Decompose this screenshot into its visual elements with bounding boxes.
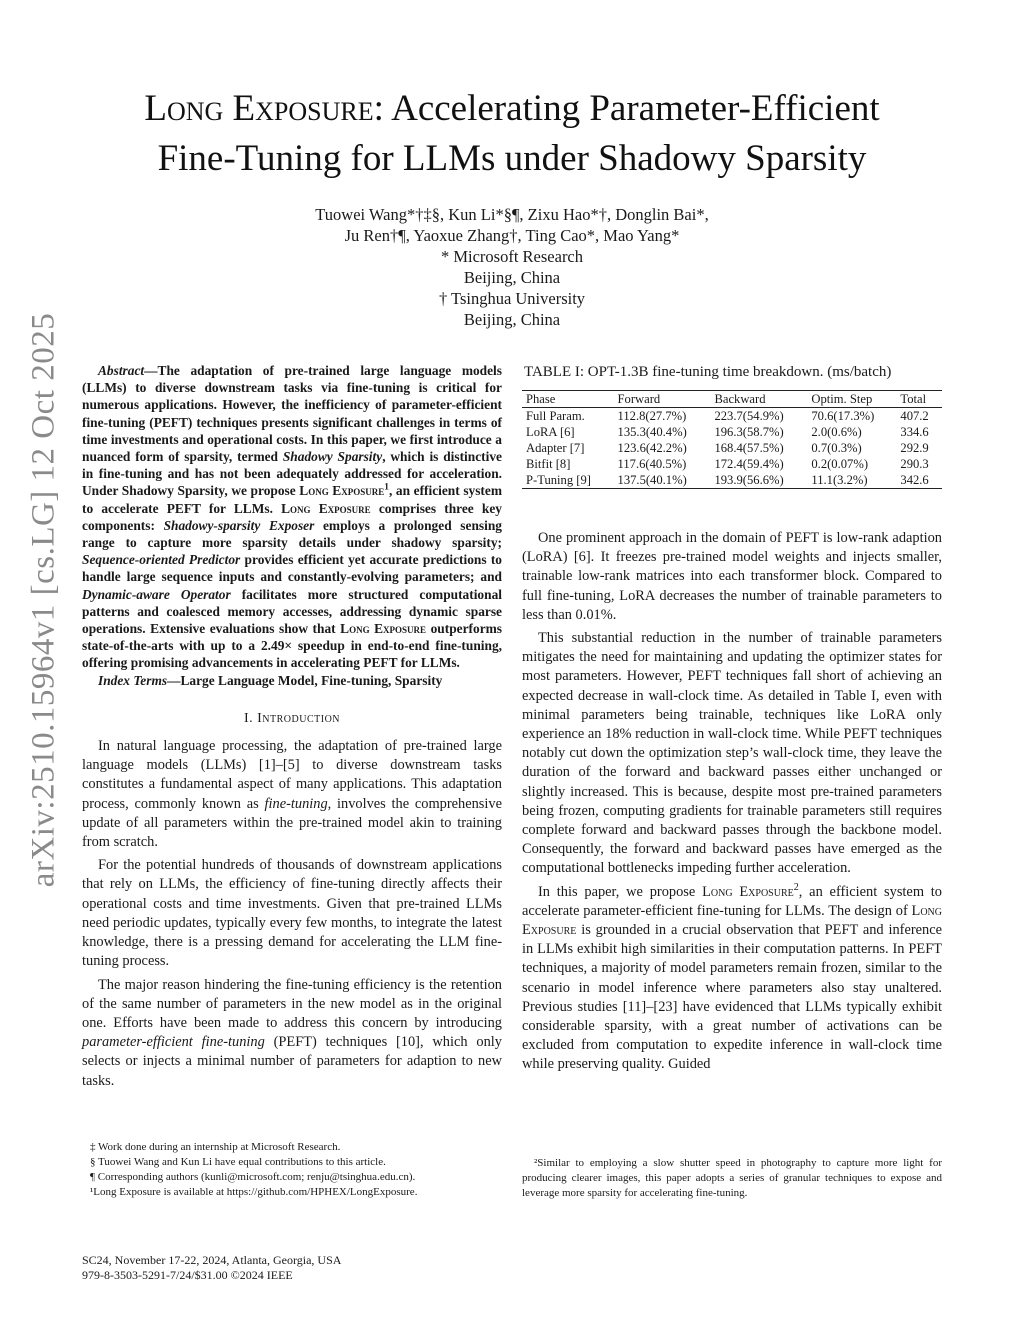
abstract-text-5: employs a prolonged sensing range to capture more sparsity details under shadowy sparsity; xyxy=(82,517,502,551)
right-paragraph-2: This substantial reduction in the number of trainable parameters mitigates the need for maintaining and updating the optimizer states for most parameters. However, PEFT techniques fall short of achieving an expected decrease in wall-clock time. As detailed in Table I, even with minimal parameters being trainable, techniques like LoRA only experience an 18% reduction in wall-clock time. While PEFT techniques notably cut down the optimization step’s wall-clock time, they leave the duration of the forward and backward passes either unchanged or slightly increased. This is because, despite most pre-trained parameters being frozen, computing gradients for trainable parameters still requires complete forward and backward passes through the backbone model. Consequently, the forward and backward passes have emerged as the computational bottlenecks impeding further acceleration. xyxy=(522,630,942,877)
arxiv-stamp-text: arXiv:2510.15964v1 [cs.LG] 12 Oct 2025 xyxy=(25,312,62,888)
table-cell: 117.6(40.5%) xyxy=(617,457,687,471)
affiliation-1: * Microsoft Research xyxy=(440,247,584,266)
abstract-text-6: provides efficient yet accurate predictions to handle large sequence inputs and constantly-evolving parameters; and xyxy=(82,552,502,585)
table-header-cell: Total xyxy=(900,392,927,406)
right-body-text xyxy=(522,529,942,1075)
index-terms: Index Terms—Large Language Model, Fine-tuning, Sparsity xyxy=(98,672,443,688)
right-p3-system-name-2: Long Exposure xyxy=(522,902,942,939)
abstract-text-3: , an efficient system to accelerate PEFT for LLMs. xyxy=(82,483,502,516)
right-paragraph-3 xyxy=(522,883,942,1075)
arxiv-stamp xyxy=(14,210,74,990)
footnote-corresponding: ¶ Corresponding authors (kunli@microsoft.com; renju@tsinghua.edu.cn). xyxy=(90,1171,416,1183)
table-cell: Bitfit [8] xyxy=(526,457,571,471)
footnote-availability: ¹Long Exposure is available at https://github.com/HPHEX/LongExposure. xyxy=(90,1186,418,1198)
table-cell: 292.9 xyxy=(900,441,929,455)
abstract: Abstract—The adaptation of pre-trained large language models (LLMs) to diverse downstream tasks via fine-tuning is critical for numerous applications. However, the inefficiency of parameter-efficient fine-tuning (PEFT) techniques presents significant challenges in terms of time investments and operational costs. In this paper, we first introduce a nuanced form of sparsity, termed Shadowy Sparsity, which is distinctive in fine-tuning and has not been adequately addressed for acceleration. Under Shadowy Sparsity, we propose Long Exposure$^1$, an efficient system to accelerate PEFT for LLMs. Long Exposure comprises three key components: Shadowy-sparsity Exposer employs a prolonged sensing range to capture more sparsity details under shadowy sparsity; Sequence-oriented Predictor provides efficient yet accurate predictions to handle large sequence inputs and constantly-evolving parameters; and Dynamic-aware Operator facilitates more structured computational patterns and coalesced memory accesses, addressing dynamic sparse operations. Extensive evaluations show that Long Exposure outperforms state-of-the-arts with up to a 2.49× speedup in end-to-end fine-tuning, offering promising advancements in accelerating PEFT for LLMs. xyxy=(82,363,502,671)
table-cell: 11.1(3.2%) xyxy=(811,473,868,487)
footnote-internship: ‡ Work done during an internship at Microsoft Research. xyxy=(90,1141,341,1153)
table-header-cell: Backward xyxy=(714,392,766,406)
table-cell: P-Tuning [9] xyxy=(526,473,591,487)
abstract-label: Abstract xyxy=(98,363,145,378)
abstract-component-3: Dynamic-aware Operator xyxy=(82,586,231,602)
footnotes-right xyxy=(522,1156,942,1201)
table-cell: 123.6(42.2%) xyxy=(617,441,687,455)
table-cell: 112.8(27.7%) xyxy=(617,409,687,423)
venue-line-1: SC24, November 17-22, 2024, Atlanta, Georgia, USA xyxy=(82,1253,342,1267)
abstract-system-name-1: Long Exposure xyxy=(299,483,385,499)
section-heading-introduction: I. Introduction xyxy=(243,710,341,726)
table-row xyxy=(522,424,942,440)
venue-info xyxy=(82,1253,341,1283)
table-cell: LoRA [6] xyxy=(526,425,575,439)
abstract-text-7: facilitates more structured computational patterns and coalesced memory accesses, addressing dynamic sparse operations. Extensive evaluations show that xyxy=(82,586,502,637)
footnote-marker-1: 1 xyxy=(384,482,389,493)
table-header-row xyxy=(522,391,942,408)
intro-p3-text-b: (PEFT) techniques [10], which only selects or injects a minimal number of parameters for adaption to new tasks. xyxy=(82,1034,502,1089)
title-system-name: Long Exposure xyxy=(144,88,374,129)
table-cell: 0.2(0.07%) xyxy=(811,457,869,471)
table-cell: 70.6(17.3%) xyxy=(811,409,875,423)
table-cell: Adapter [7] xyxy=(526,441,585,455)
table-cell: 168.4(57.5%) xyxy=(714,441,784,455)
table-cell: 223.7(54.9%) xyxy=(714,409,784,423)
intro-paragraph-2: For the potential hundreds of thousands of downstream applications that rely on LLMs, the efficiency of fine-tuning directly affects their operational costs and time investments. Given that pre-trained LLMs need periodic updates, typically every few months, to integrate the latest knowledge, there is a pressing demand for accelerating the LLM fine-tuning process. xyxy=(82,857,502,970)
table-caption: TABLE I: OPT-1.3B fine-tuning time breakdown. (ms/batch) xyxy=(524,364,892,380)
time-breakdown-table xyxy=(522,390,942,489)
table-cell: 342.6 xyxy=(900,473,929,487)
footnote-marker-2: 2 xyxy=(793,881,799,893)
right-column xyxy=(522,362,942,1075)
footnote-equal-contribution: § Tuowei Wang and Kun Li have equal contributions to this article. xyxy=(90,1156,386,1168)
abstract-component-2: Sequence-oriented Predictor xyxy=(82,552,241,568)
abstract-text-8: outperforms state-of-the-arts with up to a 2.49× speedup in end-to-end fine-tuning, offering promising advancements in accelerating PEFT for LLMs. xyxy=(82,621,502,671)
right-p3-system-name: Long Exposure xyxy=(702,883,794,900)
table-cell: 196.3(58.7%) xyxy=(714,425,784,439)
abstract-system-name-3: Long Exposure xyxy=(340,621,427,637)
right-paragraph-1: One prominent approach in the domain of PEFT is low-rank adaption (LoRA) [6]. It freezes pre-trained model weights and injects smaller, trainable low-rank matrices into each transformer block. Compared to full fine-tuning, LoRA decreases the number of trainable parameters to less than 0.01%. xyxy=(522,530,942,623)
intro-p1-emphasis: fine-tuning xyxy=(264,795,328,812)
title-line-2: Fine-Tuning for LLMs under Shadowy Sparsity xyxy=(157,138,867,179)
right-p3-text-a: In this paper, we propose xyxy=(538,883,703,900)
title-rest: : Accelerating Parameter-Efficient xyxy=(373,88,880,129)
author-line-2: Ju Ren†¶, Yaoxue Zhang†, Ting Cao*, Mao Yang* xyxy=(344,226,680,245)
index-terms-text: Large Language Model, Fine-tuning, Sparsity xyxy=(180,672,443,688)
abstract-text-1: The adaptation of pre-trained large language models (LLMs) to diverse downstream tasks via fine-tuning is critical for numerous applications. However, the inefficiency of parameter-efficient fine-tuning (PEFT) techniques presents significant challenges in terms of time investments and operational costs. In this paper, we first introduce a nuanced form of sparsity, termed xyxy=(82,363,502,465)
right-p3-text-c: is grounded in a crucial observation that PEFT and inference in LLMs exhibit high similarities in their computation patterns. In PEFT techniques, a majority of model parameters remain frozen, similar to the scenario in model inference where parameters also stay unaltered. Previous studies [11]–[23] have evidenced that LLMs typically exhibit considerable sparsity, with a great number of activations can be excluded from computation to expedite inference in wall-clock time while preserving quality. Guided xyxy=(522,922,942,1073)
table-cell: 172.4(59.4%) xyxy=(714,457,784,471)
table-cell: Full Param. xyxy=(526,409,585,423)
table-header-cell: Optim. Step xyxy=(811,392,873,406)
footnote-shutter-analogy: ²Similar to employing a slow shutter speed in photography to capture more light for producing clearer images, this paper adopts a series of granular techniques to expose and leverage more sparsity for accelerating fine-tuning. xyxy=(522,1157,942,1199)
abstract-term: Shadowy Sparsity xyxy=(282,449,383,465)
intro-paragraph-1 xyxy=(82,737,502,852)
table-header-cell: Forward xyxy=(617,392,661,406)
author-block xyxy=(200,204,824,330)
affiliation-2-location: Beijing, China xyxy=(463,310,561,329)
table-cell: 334.6 xyxy=(900,425,929,439)
abstract-system-name-2: Long Exposure xyxy=(281,500,371,516)
table-cell: 407.2 xyxy=(900,409,929,423)
table-cell: 193.9(56.6%) xyxy=(714,473,784,487)
footnotes-left xyxy=(82,1140,502,1200)
paper-title xyxy=(80,84,944,184)
intro-p1-text-b: , involves the comprehensive update of all parameters within the pre-trained model akin to training from scratch. xyxy=(82,795,502,851)
index-terms-label: Index Terms xyxy=(98,672,168,688)
table-header-cell: Phase xyxy=(526,392,556,406)
table-cell: 2.0(0.6%) xyxy=(811,425,862,439)
abstract-text-2: , which is distinctive in fine-tuning and has not been adequately addressed for acceleration. Under Shadowy Sparsity, we propose xyxy=(82,449,502,499)
table-cell: 135.3(40.4%) xyxy=(617,425,687,439)
abstract-text-4: comprises three key components: xyxy=(82,500,502,533)
title-line-1 xyxy=(80,84,944,134)
table-row xyxy=(522,440,942,456)
intro-p3-emphasis: parameter-efficient fine-tuning xyxy=(82,1034,265,1051)
table-cell: 137.5(40.1%) xyxy=(617,473,687,487)
intro-p3-text-a: The major reason hindering the fine-tuning efficiency is the retention of the same number of parameters in the new model as in the original one. Efforts have been made to address this concern by introducing xyxy=(82,976,502,1031)
table-row xyxy=(522,472,942,489)
table-row xyxy=(522,456,942,472)
table-cell: 0.7(0.3%) xyxy=(811,441,862,455)
left-column xyxy=(82,362,502,1091)
intro-paragraph-3 xyxy=(82,976,502,1091)
venue-line-2: 979-8-3503-5291-7/24/$31.00 ©2024 IEEE xyxy=(82,1268,293,1282)
abstract-component-1: Shadowy-sparsity Exposer xyxy=(163,517,315,533)
table-row xyxy=(522,408,942,425)
right-p3-text-b: , an efficient system to accelerate parameter-efficient fine-tuning for LLMs. The design of xyxy=(522,883,943,919)
table-cell: 290.3 xyxy=(900,457,929,471)
affiliation-1-location: Beijing, China xyxy=(463,268,561,287)
intro-p1-text-a: In natural language processing, the adaptation of pre-trained large language models (LLMs) [1]–[5] to diverse downstream tasks constitutes a fundamental aspect of many applications. This adaptation process, commonly known as xyxy=(82,738,502,812)
author-line-1: Tuowei Wang*†‡§, Kun Li*§¶, Zixu Hao*†, Donglin Bai*, xyxy=(315,205,709,224)
affiliation-2: † Tsinghua University xyxy=(438,289,586,308)
